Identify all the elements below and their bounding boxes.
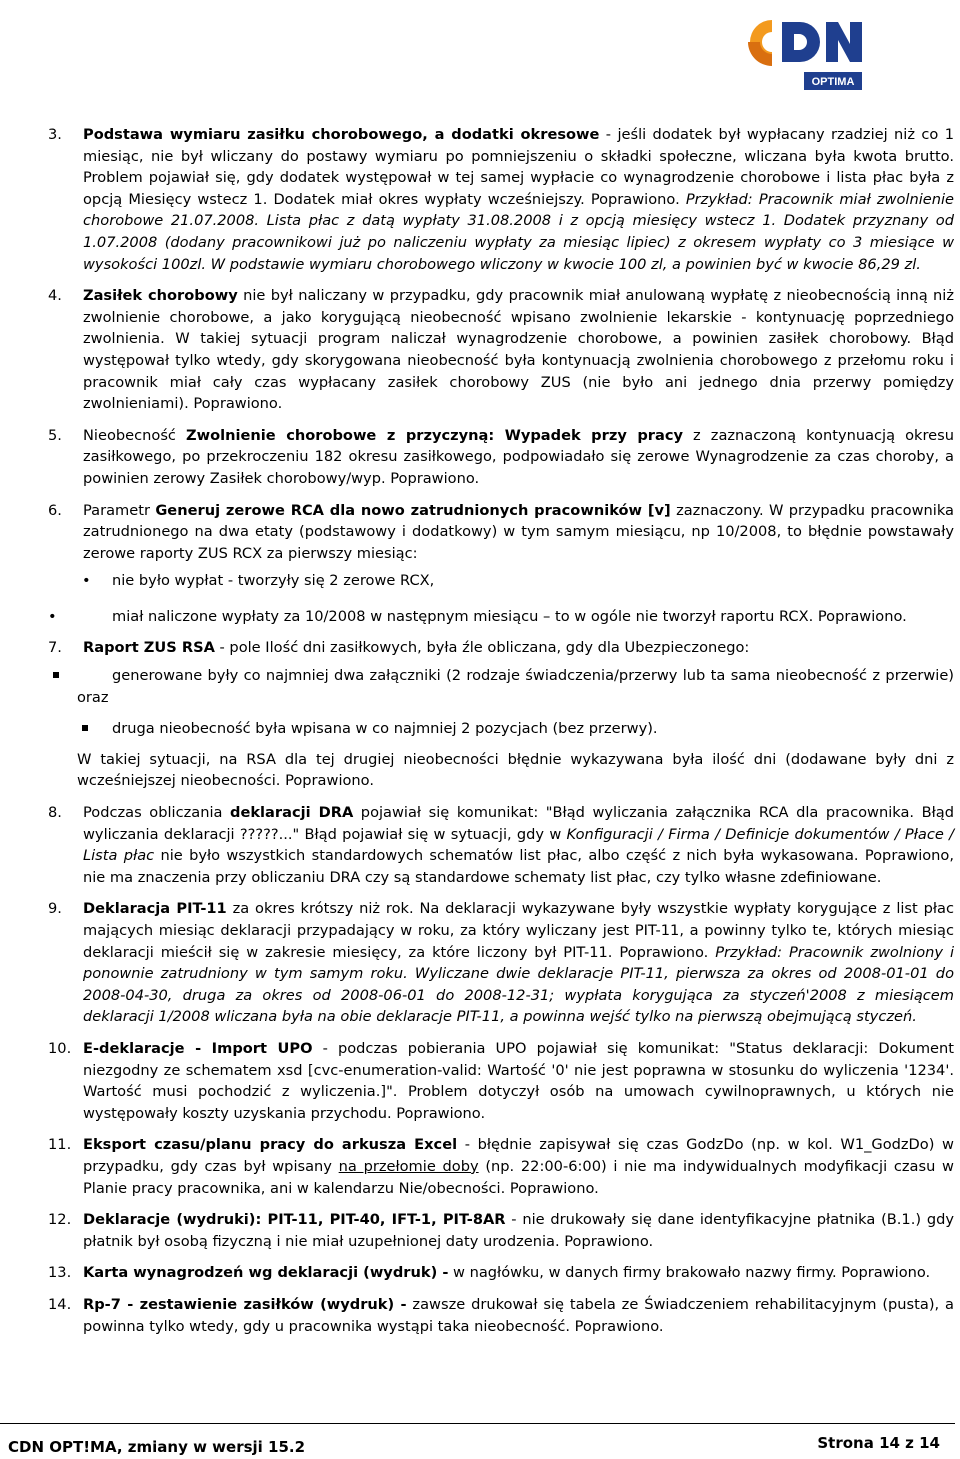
item-text: w nagłówku, w danych firmy brakowało nazwy firmy. Poprawiono. [448,1264,931,1282]
bullet-dot-icon: • [82,572,91,590]
footer-divider [0,1423,955,1424]
list-item-9 [48,898,954,1028]
item-underlined: na przełomie doby [338,1157,479,1175]
list-item-12 [48,1209,954,1252]
item-title: Zasiłek chorobowy [83,287,238,305]
item-number: 5. [48,426,62,444]
list-item-14 [48,1294,954,1337]
list-item-4 [48,285,954,415]
item-text: - nie drukowały się dane identyfikacyjne płatnika (B.1.) gdy płatnik był osobą fizyczną i nie miał uzupełnionej daty urodzenia. Poprawiono. [83,1211,954,1250]
bullet-text: nie było wypłat - tworzyły się 2 zerowe RCX, [112,572,435,590]
list-item-7 [48,637,954,659]
item-prefix: Parametr [83,501,156,519]
item-text: za okres krótszy niż rok. Na deklaracji wykazywane były wszystkie wypłaty korygujące z list płac mających miesiąc deklaracji przypadający w roku, za który wyliczany jest PIT-11, a powinny tylko te, których miesiąc deklaracji mieścił się w zakresie miesięcy, za które liczony był PIT-11. Poprawiono. [83,900,954,961]
bullet-item [48,570,954,592]
item-text: - jeśli dodatek był wypłacany rzadziej niż co 1 miesiąc, nie był wliczany do postawy wymiaru po pomniejszeniu o składki społeczne, wliczana była kwota brutto. Problem pojawiał się, gdy dodatek występował w tej samej wypłacie co wynagrodzenie chorobowe i lista płac była z opcją Miesięcy wstecz 1. Dodatek miał okres wypłaty wcześniejszy. Poprawiono. [83,126,954,208]
footer-page-number: Strona 14 z 14 [817,1434,940,1452]
item-number: 11. [48,1136,72,1154]
bullet-item [48,718,954,740]
item-number: 14. [48,1295,72,1313]
item-number: 10. [48,1039,72,1057]
item-title: Zwolnienie chorobowe z przyczyną: Wypadek przy pracy [186,426,683,444]
item-title: Eksport czasu/planu pracy do arkusza Excel [83,1136,458,1154]
item-after-text: W takiej sytuacji, na RSA dla tej drugiej nieobecności błędnie wykazywana była ilość dni (dodawane były dni z wcześniejszej nieobecności. Poprawiono. [77,750,954,790]
list-item-6 [48,500,954,565]
cdn-optima-logo [742,14,870,96]
item-title: deklaracji DRA [230,804,354,822]
list-item-5 [48,425,954,490]
item-example: Przykład: Pracownik miał zwolnienie chorobowe 21.07.2008. Lista płac z datą wypłaty 31.08.2008 i z opcją miesięcy wstecz 1. Dodatek przyznany od 1.07.2008 (dodany pracownikowi już po naliczeniu wypłaty za miesiąc lipiec) z okresem wypłaty co 3 miesiące w wysokości 100zl. W podstawie wymiaru chorobowego wliczony w kwocie 100 zl, a powinien być w kwocie 86,29 zl. [83,190,955,273]
item-number: 8. [48,804,62,822]
item-title: Generuj zerowe RCA dla nowo zatrudnionych pracowników [v] [155,501,671,519]
square-bullet-icon [82,718,88,740]
item-title: Deklaracja PIT-11 [83,900,227,918]
item-number: 3. [48,126,62,143]
item-number: 7. [48,639,62,657]
list-item-3 [48,124,954,275]
list-item-10 [48,1038,954,1124]
item-example: Przykład: Pracownik zwolniony i ponownie zatrudniony w tym samym roku. Wyliczane dwie deklaracje PIT-11, pierwsza za okres od 2008-01-01 do 2008-04-30, druga za okres od 2008-06-01 do 2008-12-31; wypłata korygująca za styczeń'2008 z miesiącem deklaracji 1/2008 wliczana była na obie deklaracje PIT-11, a powinna wejść tylko na pierwszą obejmującą styczeń. [83,943,954,1026]
item-prefix: Nieobecność [83,426,187,444]
bullet-text: miał naliczone wypłaty za 10/2008 w następnym miesiącu – to w ogóle nie tworzył raportu RCX. Poprawiono. [112,607,907,625]
list-item-11 [48,1134,954,1199]
item-title: Rp-7 - zestawienie zasiłków (wydruk) - [83,1295,407,1313]
bullet-item [48,665,954,708]
bullet-item [48,606,954,628]
item-text: pojawiał się komunikat: "Błąd wyliczania załącznika RCA dla pracownika. Błąd wyliczania deklaracji ?????..." Błąd pojawiał się w sytuacji, gdy w [83,804,954,843]
item-text: zawsze drukował się tabela ze Świadczeniem rehabilitacyjnym (pusta), a powinna tylko wtedy, gdy u pracownika wystąpi taka nieobecność. Poprawiono. [83,1295,954,1335]
item-prefix: Podczas obliczania [83,804,230,822]
footer-document-title: CDN OPT!MA, zmiany w wersji 15.2 [8,1438,306,1456]
item-number: 12. [48,1211,72,1229]
item-text: - błędnie zapisywał się czas GodzDo (np. w kol. W1_GodzDo) w przypadku, gdy czas był wpisany [83,1136,954,1175]
item-number: 9. [48,900,62,918]
item-number: 6. [48,501,62,519]
item-number: 4. [48,287,62,305]
list-item-13 [48,1262,954,1284]
changes-list [48,124,954,1347]
item-title: Deklaracje (wydruki): PIT-11, PIT-40, IFT-1, PIT-8AR [83,1211,506,1229]
bullet-text: generowane były co najmniej dwa załączniki (2 rodzaje świadczenia/przerwy lub ta sama nieobecność z przerwie) oraz [77,667,954,706]
item-text: nie było wszystkich standardowych schematów list płac, albo część z nich była wykasowana. Poprawiono, nie ma znaczenia przy obliczaniu DRA czy są standardowe schematy list płac, czy tylko własne zdefiniowane. [83,847,955,886]
item-text: nie był naliczany w przypadku, gdy pracownik miał anulowaną wypłatę z nieobecnością inną niż zwolnienie chorobowe, a jako korygującą nieobecność wpisano zwolnienie lekarskie - kontynuację poprzedniego zwolnienia. W takiej sytuacji program naliczał wynagrodzenie chorobowe, a powinien zasiłek chorobowy. Błąd występował tylko wtedy, gdy skorygowana nieobecność była kontynuacją zwolnienia chorobowego z przełomu roku i pracownik miał cały czas wypłacany zasiłek chorobowy ZUS (nie było ani jednego dnia przerwy pomiędzy zwolnieniami). Poprawiono. [83,287,954,413]
logo-sub-text: OPTIMA [811,76,855,88]
item-title: E-deklaracje - Import UPO [83,1039,313,1057]
square-bullet-icon [53,665,59,687]
item-text: zaznaczony. W przypadku pracownika zatrudnionego na dwa etaty (podstawowy i dodatkowy) w tym samym miesiącu, np 10/2008, to błędnie powstawały zerowe raporty ZUS RCX za pierwszy miesiąc: [83,501,954,562]
bullet-text: druga nieobecność była wpisana w co najmniej 2 pozycjach (bez przerwy). [112,720,658,738]
item-text: - podczas pobierania UPO pojawiał się komunikat: "Status deklaracji: Dokument niezgodny ze schematem xsd [cvc-enumeration-valid: Wartość '0' nie jest poprawna w stosunku do wyliczenia '1234'. Wartość musi pochodzić z wyliczenia.]". Problem dotyczył osób na umowach cywilnoprawnych, u których nie występowały koszty uzyskania przychodu. Poprawiono. [83,1039,954,1122]
item-text: z zaznaczoną kontynuacją okresu zasiłkowego, po przekroczeniu 182 okresu zasiłkowego, podpowiadało się zerowe Wynagrodzenie za czas choroby, a powinien zerowy Zasiłek chorobowy/wyp. Poprawiono. [83,426,954,487]
item-text: (np. 22:00-6:00) i nie ma indywidualnych modyfikacji czasu w Planie pracy pracownika, ani w kalendarzu Nie/obecności. Poprawiono. [83,1157,954,1197]
item-number: 13. [48,1264,72,1282]
list-item-8 [48,802,954,888]
item-title: Podstawa wymiaru zasiłku chorobowego, a dodatki okresowe [83,126,600,143]
item-title: Karta wynagrodzeń wg deklaracji (wydruk) - [83,1264,449,1282]
item-text: - pole Ilość dni zasiłkowych, była źle obliczana, gdy dla Ubezpieczonego: [214,639,750,657]
bullet-dot-icon: • [48,607,57,625]
item-path: Konfiguracji / Firma / Definicje dokumentów / Płace / Lista płac [83,825,954,865]
item-title: Raport ZUS RSA [83,639,215,657]
